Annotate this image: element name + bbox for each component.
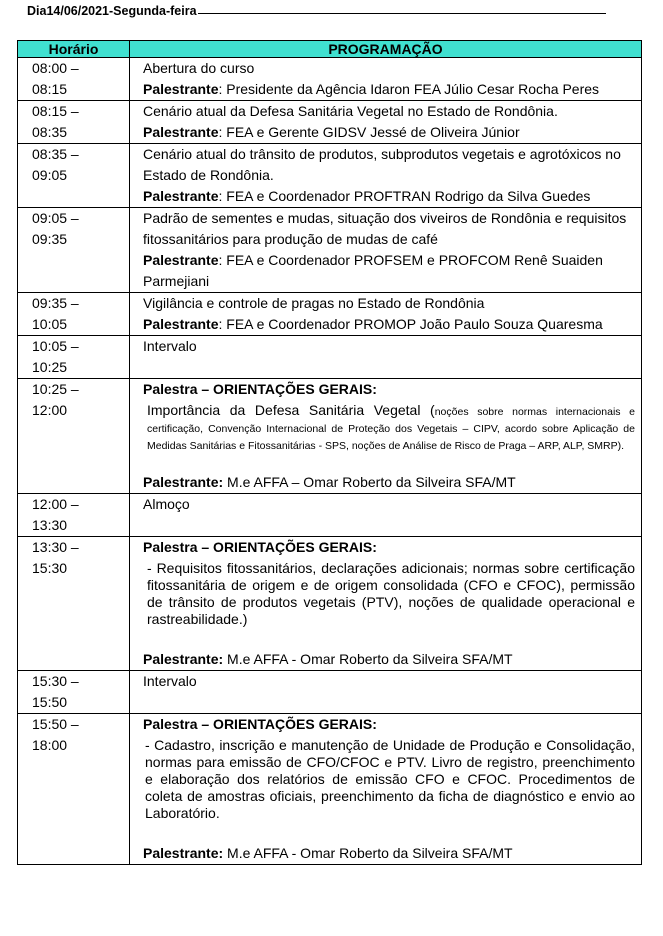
- time-cell: [18, 494, 130, 537]
- program-cell: [130, 101, 642, 144]
- time-cell: [18, 144, 130, 208]
- session-speaker: [143, 649, 635, 670]
- session-title: Intervalo: [143, 673, 197, 689]
- spacer: [143, 822, 635, 843]
- time-cell: [18, 293, 130, 336]
- time-start: 12:00 –: [32, 496, 79, 512]
- speaker-name: M.e AFFA - Omar Roberto da Silveira SFA/MT: [223, 845, 513, 861]
- time-cell: [18, 336, 130, 379]
- time-end: 09:05: [32, 167, 68, 183]
- time-end: 10:05: [32, 316, 68, 332]
- time-cell: [18, 208, 130, 293]
- time-cell: [18, 101, 130, 144]
- time-start: 08:00 –: [32, 60, 79, 76]
- date-heading: [27, 4, 606, 18]
- session-speaker: [143, 186, 635, 207]
- schedule-table: [17, 40, 642, 865]
- time-start: 15:50 –: [32, 716, 79, 732]
- column-header-program: PROGRAMAÇÃO: [130, 41, 642, 58]
- table-header-row: [18, 41, 642, 58]
- time-cell: [18, 379, 130, 494]
- program-cell: [130, 336, 642, 379]
- speaker-label: Palestrante:: [143, 651, 224, 667]
- program-cell: [130, 537, 642, 671]
- program-cell: [130, 58, 642, 101]
- time-end: 08:15: [32, 81, 68, 97]
- session-title: Abertura do curso: [143, 60, 255, 76]
- time-end: 18:00: [32, 737, 68, 753]
- session-title: Cenário atual da Defesa Sanitária Vegetal no Estado de Rondônia.: [143, 103, 558, 119]
- lecture-description: - Cadastro, inscrição e manutenção de Unidade de Produção e Consolidação, normas para emissão de CFO/CFOC e PTV. Livro de registro, preenchimento e elaboração dos relatórios de emissão CFO e CFOC. Procedimentos de coleta de amostras oficiais, preenchimento da ficha de diagnóstico e envio ao Laboratório.: [145, 737, 635, 821]
- program-cell: [130, 293, 642, 336]
- table-row: [18, 336, 642, 379]
- program-cell: [130, 208, 642, 293]
- description-detail: noções sobre normas internacionais e certificação, Convenção Internacional de Proteção dos Vegetais – CIPV, acordo sobre Aplicação de Medidas Sanitárias e Fitossanitárias - SPS, noções de Análise de Risco de Praga – ARP, ALP, SMRP).: [147, 406, 635, 452]
- date-text: Dia14/06/2021-Segunda-feira: [27, 4, 197, 18]
- lecture-heading: Palestra – ORIENTAÇÕES GERAIS:: [143, 716, 377, 732]
- description-main: Importância da Defesa Sanitária Vegetal (: [147, 402, 435, 418]
- time-end: 09:35: [32, 231, 68, 247]
- table-row: [18, 494, 642, 537]
- spacer: [143, 628, 635, 649]
- speaker-name: : Presidente da Agência Idaron FEA Júlio Cesar Rocha Peres: [218, 81, 600, 97]
- program-cell: [130, 144, 642, 208]
- speaker-name: : FEA e Gerente GIDSV Jessé de Oliveira Júnior: [218, 124, 520, 140]
- session-speaker: [143, 472, 635, 493]
- underline-rule: [198, 13, 606, 14]
- time-cell: [18, 58, 130, 101]
- spacer: [143, 453, 635, 472]
- time-end: 10:25: [32, 359, 68, 375]
- speaker-label: Palestrante: [143, 124, 219, 140]
- speaker-label: Palestrante: [143, 188, 219, 204]
- time-start: 08:35 –: [32, 146, 79, 162]
- speaker-label: Palestrante: [143, 252, 219, 268]
- time-start: 08:15 –: [32, 103, 79, 119]
- program-cell: [130, 671, 642, 714]
- time-end: 13:30: [32, 517, 68, 533]
- time-start: 15:30 –: [32, 673, 79, 689]
- time-cell: [18, 537, 130, 671]
- time-cell: [18, 671, 130, 714]
- table-row: [18, 101, 642, 144]
- session-title: Intervalo: [143, 338, 197, 354]
- lecture-description: [143, 402, 635, 453]
- lecture-heading: Palestra – ORIENTAÇÕES GERAIS:: [143, 539, 377, 555]
- time-start: 10:25 –: [32, 381, 79, 397]
- session-title: Almoço: [143, 496, 190, 512]
- speaker-label: Palestrante: [143, 316, 219, 332]
- time-end: 12:00: [32, 402, 68, 418]
- program-cell: [130, 714, 642, 865]
- speaker-label: Palestrante:: [143, 474, 224, 490]
- session-speaker: [143, 314, 635, 335]
- lecture-description: - Requisitos fitossanitários, declarações adicionais; normas sobre certificação fitossanitária de origem e de origem consolidada (CFO e CFOC), permissão de trânsito de produtos vegetais (PTV), noções de qualidade operacional e rastreabilidade.): [147, 560, 635, 627]
- time-end: 15:50: [32, 694, 68, 710]
- session-speaker: [143, 250, 635, 292]
- time-start: 13:30 –: [32, 539, 79, 555]
- time-cell: [18, 714, 130, 865]
- time-start: 09:05 –: [32, 210, 79, 226]
- lecture-heading: Palestra – ORIENTAÇÕES GERAIS:: [143, 381, 377, 397]
- program-cell: [130, 379, 642, 494]
- session-title: Vigilância e controle de pragas no Estado de Rondônia: [143, 295, 485, 311]
- table-row: [18, 537, 642, 671]
- table-row: [18, 714, 642, 865]
- speaker-name: : FEA e Coordenador PROFSEM e PROFCOM Renê Suaiden Parmejiani: [143, 252, 603, 289]
- speaker-name: M.e AFFA – Omar Roberto da Silveira SFA/MT: [223, 474, 516, 490]
- time-start: 10:05 –: [32, 338, 79, 354]
- speaker-label: Palestrante:: [143, 845, 224, 861]
- table-row: [18, 293, 642, 336]
- table-row: [18, 58, 642, 101]
- session-title: Padrão de sementes e mudas, situação dos viveiros de Rondônia e requisitos fitossanitários para produção de mudas de café: [143, 210, 627, 247]
- speaker-name: M.e AFFA - Omar Roberto da Silveira SFA/MT: [223, 651, 513, 667]
- table-row: [18, 208, 642, 293]
- session-title: Cenário atual do trânsito de produtos, subprodutos vegetais e agrotóxicos no Estado de Rondônia.: [143, 146, 621, 183]
- session-speaker: [143, 122, 635, 143]
- speaker-name: : FEA e Coordenador PROFTRAN Rodrigo da Silva Guedes: [218, 188, 591, 204]
- time-start: 09:35 –: [32, 295, 79, 311]
- table-row: [18, 144, 642, 208]
- time-end: 08:35: [32, 124, 68, 140]
- session-speaker: [143, 843, 635, 864]
- session-speaker: [143, 79, 635, 100]
- time-end: 15:30: [32, 560, 68, 576]
- speaker-label: Palestrante: [143, 81, 219, 97]
- speaker-name: : FEA e Coordenador PROMOP João Paulo Souza Quaresma: [218, 316, 603, 332]
- column-header-time: Horário: [18, 41, 130, 58]
- program-cell: [130, 494, 642, 537]
- table-row: [18, 671, 642, 714]
- table-row: [18, 379, 642, 494]
